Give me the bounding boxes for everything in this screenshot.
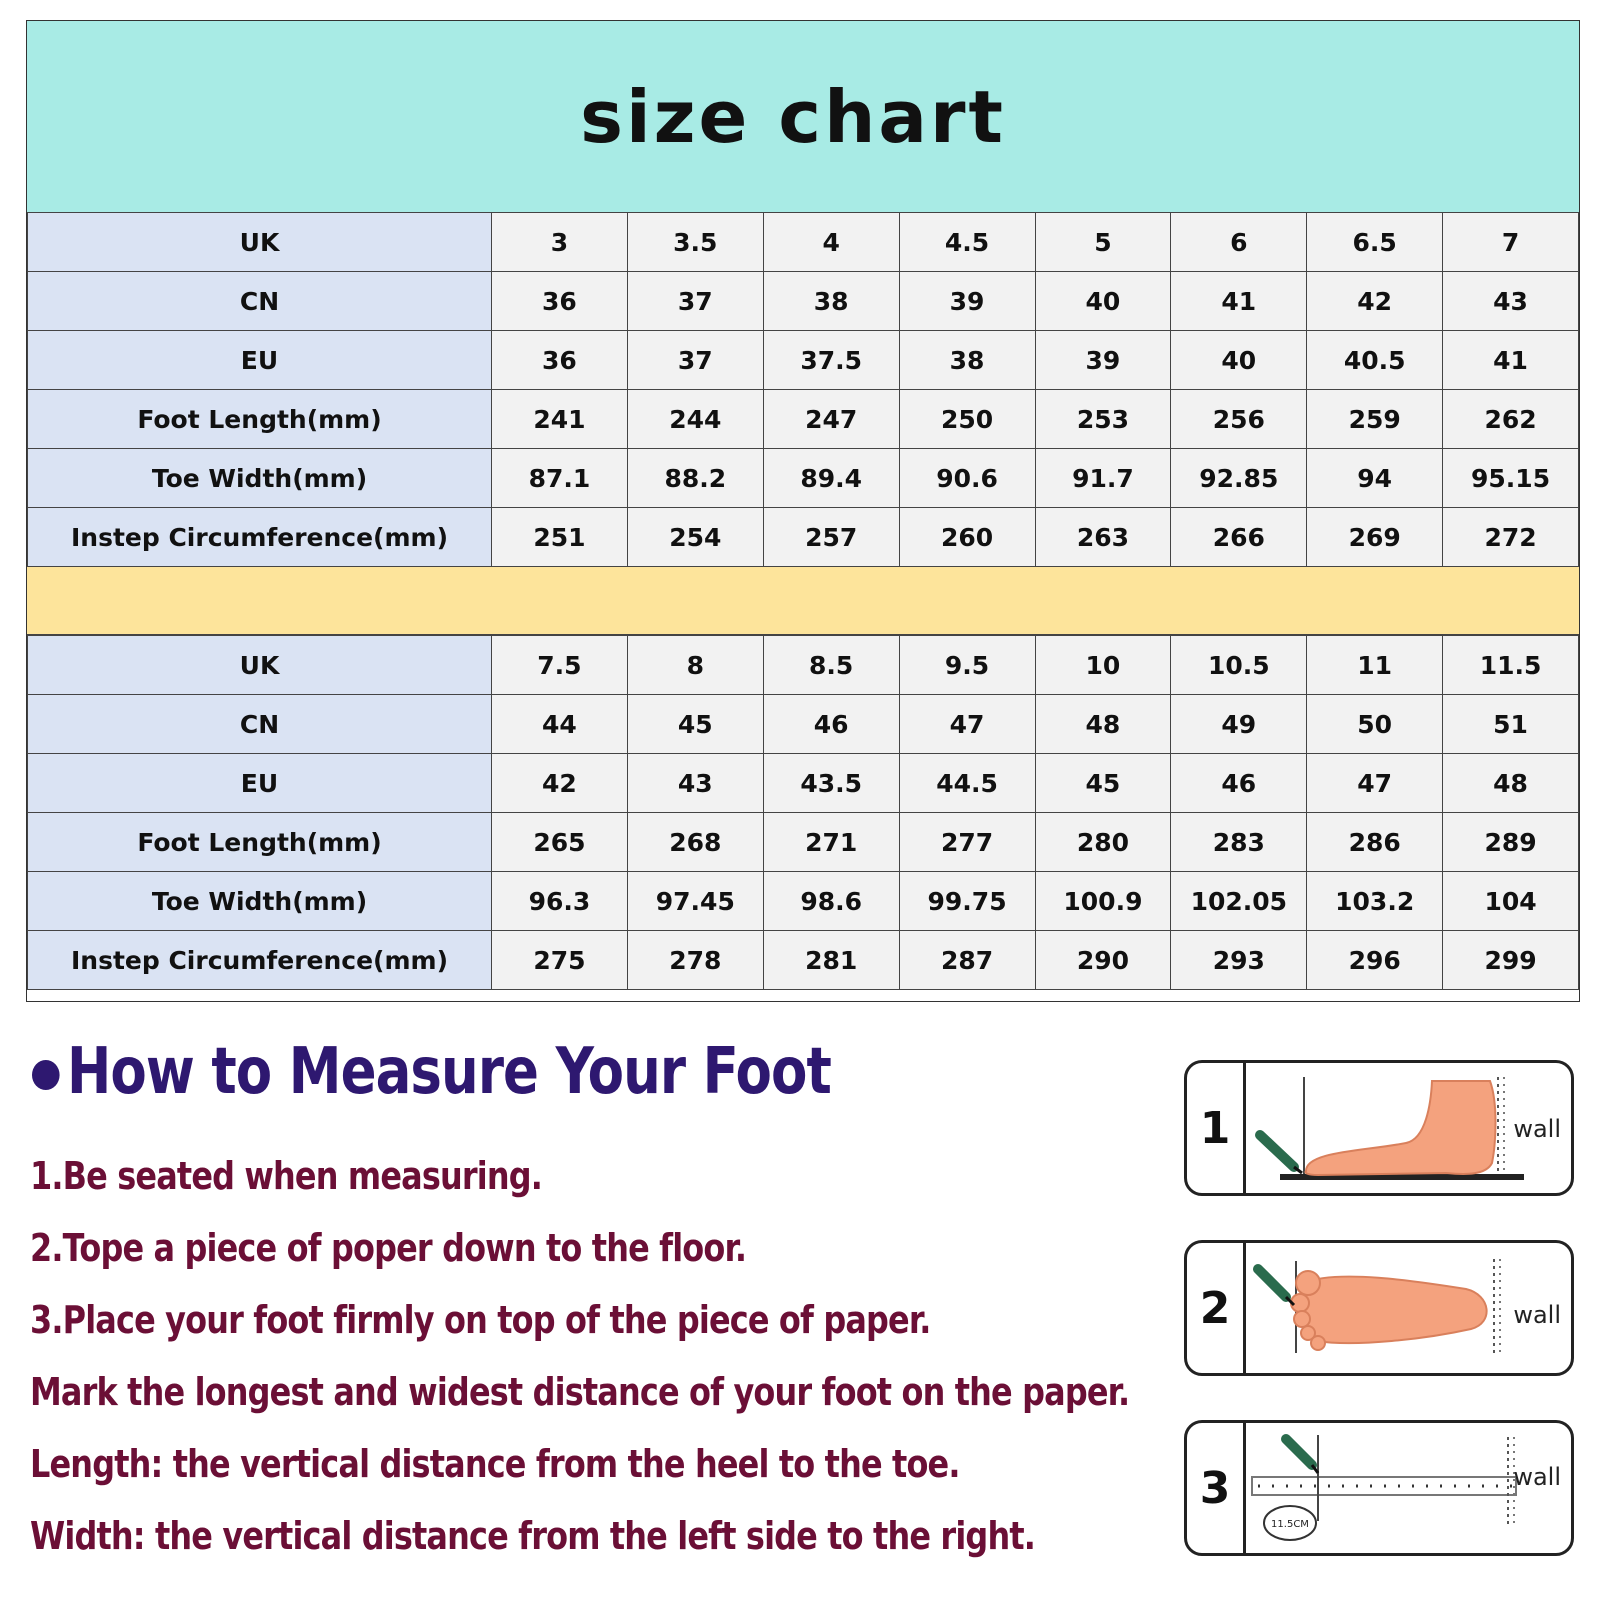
cell: 272 [1443,508,1579,567]
separator-band [27,566,1579,635]
chart-title: size chart [580,74,1006,159]
cell: 46 [1171,754,1307,813]
cell: 269 [1307,508,1443,567]
cell: 253 [1035,390,1171,449]
cell: 41 [1443,331,1579,390]
cell: 103.2 [1307,872,1443,931]
cell: 41 [1171,272,1307,331]
cell: 96.3 [492,872,628,931]
row-label: Toe Width(mm) [28,872,492,931]
cell: 263 [1035,508,1171,567]
instruction-step: Length: the vertical distance from the heel to the toe. [30,1442,960,1486]
cell: 44 [492,695,628,754]
illustration-step-3 [1184,1420,1574,1556]
cell: 42 [492,754,628,813]
cell: 6.5 [1307,213,1443,272]
cell: 8 [627,636,763,695]
title-band [27,21,1579,212]
row-label: Toe Width(mm) [28,449,492,508]
cell: 98.6 [763,872,899,931]
cell: 48 [1035,695,1171,754]
cell: 289 [1443,813,1579,872]
cell: 251 [492,508,628,567]
cell: 241 [492,390,628,449]
size-table-lower [27,635,1579,990]
cell: 89.4 [763,449,899,508]
cell: 257 [763,508,899,567]
table-row-cn [28,695,1579,754]
step-number: 1 [1187,1063,1246,1193]
cell: 3.5 [627,213,763,272]
wall-label: wall [1513,1463,1561,1491]
row-label: Instep Circumference(mm) [28,508,492,567]
illustration-step-1 [1184,1060,1574,1196]
cell: 95.15 [1443,449,1579,508]
cell: 47 [899,695,1035,754]
cell: 40 [1035,272,1171,331]
cell: 7 [1443,213,1579,272]
cell: 37 [627,331,763,390]
cell: 4 [763,213,899,272]
cell: 265 [492,813,628,872]
row-label: Foot Length(mm) [28,813,492,872]
cell: 49 [1171,695,1307,754]
wall-label: wall [1513,1301,1561,1329]
cell: 44.5 [899,754,1035,813]
cell: 37.5 [763,331,899,390]
cell: 247 [763,390,899,449]
instruction-step: 1.Be seated when measuring. [30,1154,543,1198]
row-label: Instep Circumference(mm) [28,931,492,990]
cell: 244 [627,390,763,449]
step-number: 2 [1187,1243,1246,1373]
instruction-step: 3.Place your foot firmly on top of the piece of paper. [30,1298,931,1342]
cell: 290 [1035,931,1171,990]
cell: 10.5 [1171,636,1307,695]
cell: 286 [1307,813,1443,872]
cell: 9.5 [899,636,1035,695]
cell: 256 [1171,390,1307,449]
cell: 11.5 [1443,636,1579,695]
cell: 6 [1171,213,1307,272]
cell: 260 [899,508,1035,567]
cell: 43 [627,754,763,813]
cell: 36 [492,331,628,390]
row-label: CN [28,272,492,331]
cell: 278 [627,931,763,990]
row-label: Foot Length(mm) [28,390,492,449]
wall-label: wall [1513,1115,1561,1143]
cell: 104 [1443,872,1579,931]
cell: 271 [763,813,899,872]
cell: 254 [627,508,763,567]
table-row-uk [28,636,1579,695]
instruction-step: Mark the longest and widest distance of your foot on the paper. [30,1370,1130,1414]
table-row-uk [28,213,1579,272]
cell: 296 [1307,931,1443,990]
cell: 90.6 [899,449,1035,508]
cell: 11 [1307,636,1443,695]
cell: 51 [1443,695,1579,754]
cell: 40.5 [1307,331,1443,390]
instruction-list [30,1140,1180,1572]
cell: 268 [627,813,763,872]
cell: 102.05 [1171,872,1307,931]
cell: 293 [1171,931,1307,990]
row-label: CN [28,695,492,754]
cell: 88.2 [627,449,763,508]
step-number: 3 [1187,1423,1246,1553]
cell: 50 [1307,695,1443,754]
cell: 97.45 [627,872,763,931]
bullet-icon [32,1060,60,1090]
cell: 299 [1443,931,1579,990]
size-table-upper [27,212,1579,567]
cell: 92.85 [1171,449,1307,508]
cell: 87.1 [492,449,628,508]
cell: 7.5 [492,636,628,695]
cell: 48 [1443,754,1579,813]
cell: 43 [1443,272,1579,331]
cell: 47 [1307,754,1443,813]
cell: 275 [492,931,628,990]
table-row-eu [28,331,1579,390]
cell: 250 [899,390,1035,449]
cell: 283 [1171,813,1307,872]
cell: 94 [1307,449,1443,508]
instruction-step: Width: the vertical distance from the left side to the right. [30,1514,1036,1558]
cell: 100.9 [1035,872,1171,931]
cell: 287 [899,931,1035,990]
table-row-toe-width [28,449,1579,508]
cell: 45 [627,695,763,754]
how-to-title [32,1035,831,1109]
cell: 280 [1035,813,1171,872]
table-row-instep [28,508,1579,567]
cell: 4.5 [899,213,1035,272]
cell: 281 [763,931,899,990]
how-to-title-text: How to Measure Your Foot [66,1035,831,1109]
cell: 37 [627,272,763,331]
illustration-step-2 [1184,1240,1574,1376]
cell: 99.75 [899,872,1035,931]
table-row-foot-length [28,813,1579,872]
cell: 38 [763,272,899,331]
row-label: EU [28,754,492,813]
table-row-instep [28,931,1579,990]
table-row-toe-width [28,872,1579,931]
table-row-cn [28,272,1579,331]
cell: 42 [1307,272,1443,331]
cell: 40 [1171,331,1307,390]
cell: 5 [1035,213,1171,272]
cell: 36 [492,272,628,331]
instruction-step: 2.Tope a piece of poper down to the floor. [30,1226,747,1270]
cell: 10 [1035,636,1171,695]
cell: 39 [1035,331,1171,390]
cell: 277 [899,813,1035,872]
cell: 259 [1307,390,1443,449]
cell: 3 [492,213,628,272]
row-label: UK [28,213,492,272]
row-label: EU [28,331,492,390]
cell: 262 [1443,390,1579,449]
cell: 8.5 [763,636,899,695]
table-row-eu [28,754,1579,813]
size-chart [26,20,1580,1002]
cell: 91.7 [1035,449,1171,508]
table-row-foot-length [28,390,1579,449]
cell: 38 [899,331,1035,390]
cell: 46 [763,695,899,754]
row-label: UK [28,636,492,695]
cell: 45 [1035,754,1171,813]
cell: 39 [899,272,1035,331]
cell: 266 [1171,508,1307,567]
ruler-label: 11.5CM [1271,1519,1309,1530]
cell: 43.5 [763,754,899,813]
